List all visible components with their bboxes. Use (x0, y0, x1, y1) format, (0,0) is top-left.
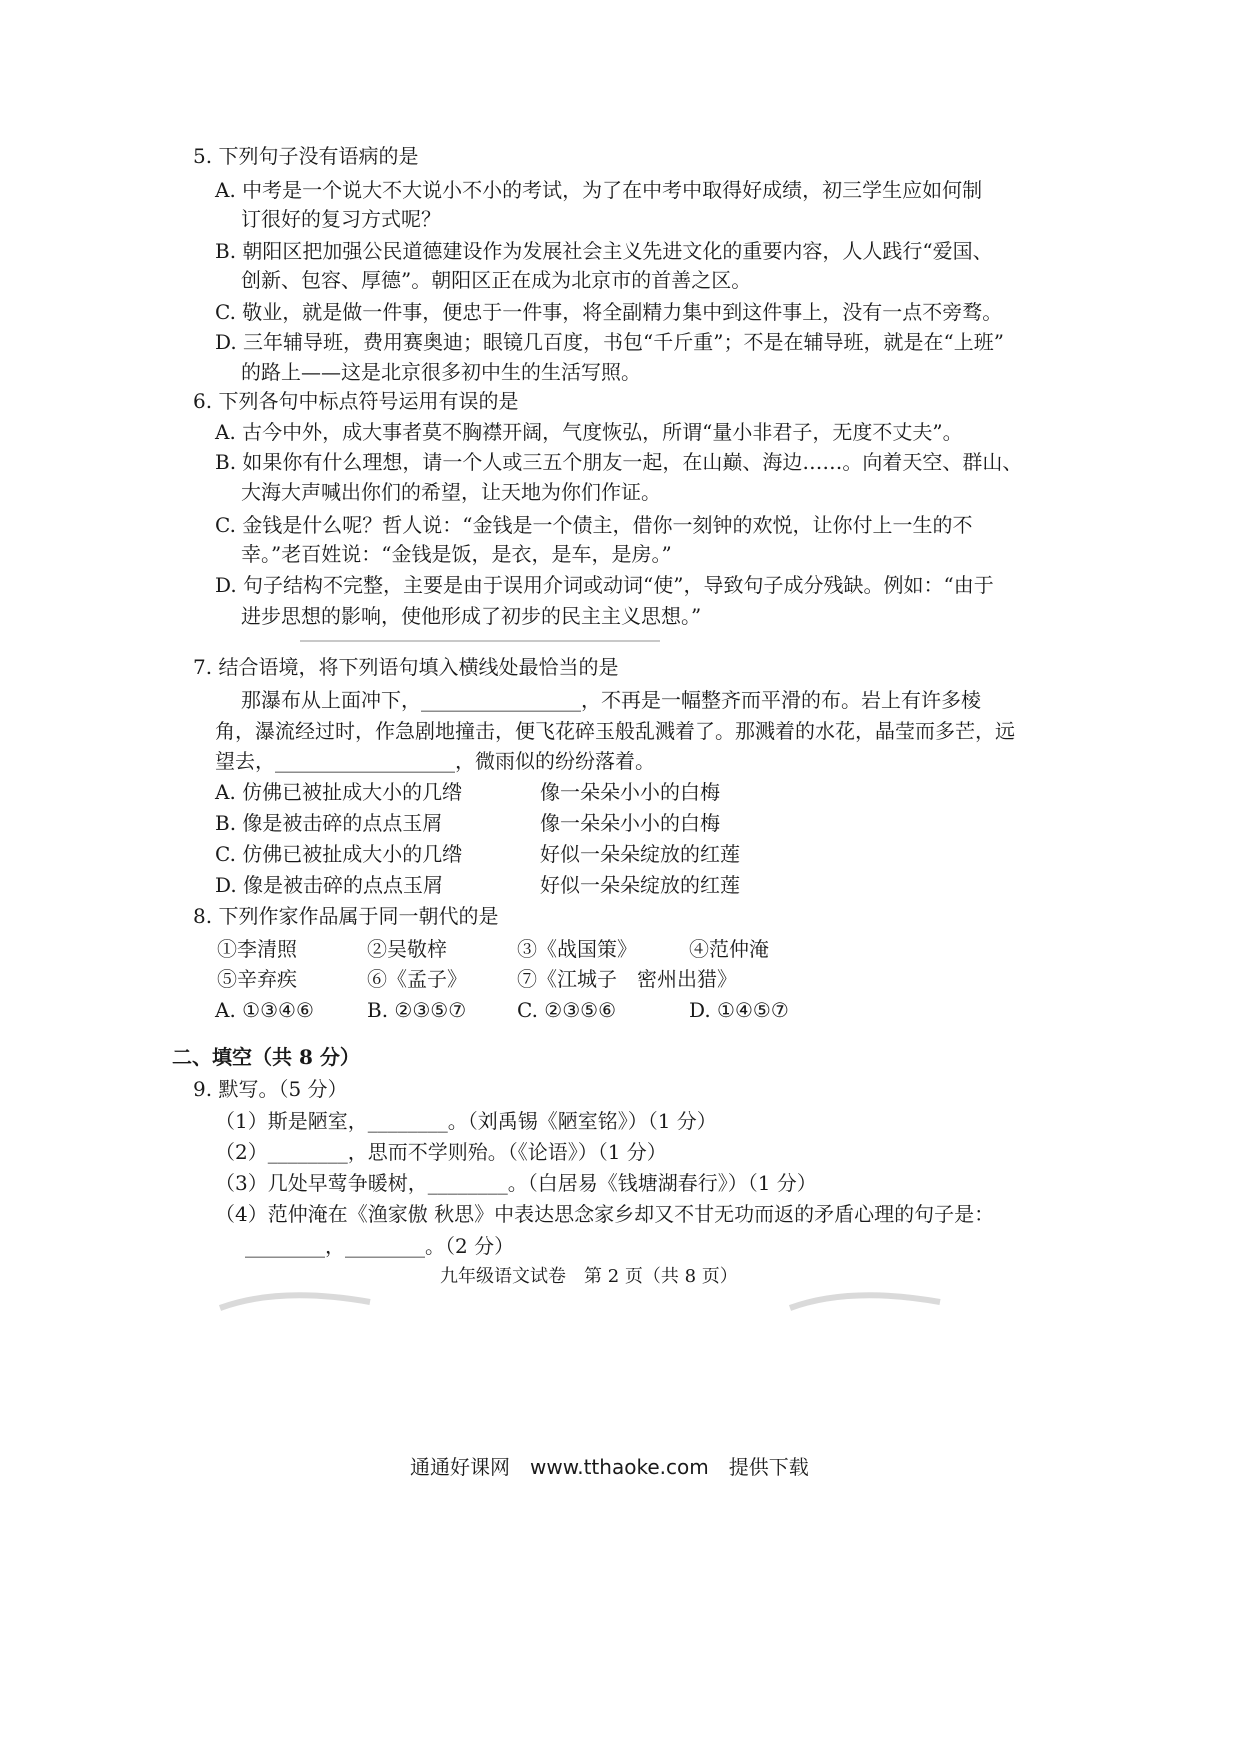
q9-line-5: ________，________。（2 分） (245, 1234, 515, 1258)
q5-option-a-line1: A. 中考是一个说大不大说小不小的考试，为了在中考中取得好成绩，初三学生应如何制 (215, 178, 983, 202)
q7-option-a-left: A. 仿佛已被扯成大小的几绺 (215, 780, 463, 804)
q6-option-b-line2: 大海大声喊出你们的希望，让天地为你们作证。 (241, 480, 661, 504)
q8-item-7: ⑦《江城子 密州出猎》 (517, 967, 737, 991)
q5-option-d-line2: 的路上——这是北京很多初中生的生活写照。 (241, 360, 641, 384)
q8-stem: 8. 下列作家作品属于同一朝代的是 (193, 904, 499, 928)
q8-answer-c: C. ②③⑤⑥ (517, 998, 617, 1022)
q7-option-b-left: B. 像是被击碎的点点玉屑 (215, 811, 443, 835)
q8-item-5: ⑤辛弃疾 (217, 967, 297, 991)
section-2-title: 二、填空（共 8 分） (172, 1045, 360, 1069)
q6-option-c-line2: 幸。”老百姓说：“金钱是饭，是衣，是车，是房。” (241, 542, 672, 566)
q8-answer-b: B. ②③⑤⑦ (367, 998, 467, 1022)
q7-option-d-left: D. 像是被击碎的点点玉屑 (215, 873, 444, 897)
watermark-stroke-right (790, 1295, 940, 1308)
q7-passage-line2: 角，瀑流经过时，作急剧地撞击，便飞花碎玉般乱溅着了。那溅着的水花，晶莹而多芒，远 (215, 719, 1015, 743)
q7-stem: 7. 结合语境，将下列语句填入横线处最恰当的是 (193, 655, 619, 679)
q6-stem: 6. 下列各句中标点符号运用有误的是 (193, 389, 519, 413)
q5-option-d-line1: D. 三年辅导班，费用赛奥迪；眼镜几百度，书包“千斤重”；不是在辅导班，就是在“上班” (215, 330, 1004, 354)
q8-item-6: ⑥《孟子》 (367, 967, 467, 991)
q9-line-4: （4）范仲淹在《渔家傲 秋思》中表达思念家乡却又不甘无功而返的矛盾心理的句子是： (215, 1202, 995, 1226)
q8-item-1: ①李清照 (217, 937, 297, 961)
q7-option-c-left: C. 仿佛已被扯成大小的几绺 (215, 842, 463, 866)
q5-option-b-line1: B. 朝阳区把加强公民道德建设作为发展社会主义先进文化的重要内容，人人践行“爱国、 (215, 239, 993, 263)
page-footer: 九年级语文试卷 第 2 页（共 8 页） (440, 1266, 738, 1287)
q7-option-c-right: 好似一朵朵绽放的红莲 (540, 842, 740, 866)
download-source-text: 通通好课网 www.tthaoke.com 提供下载 (410, 1455, 809, 1479)
q9-line-3: （3）几处早莺争暖树，________。（白居易《钱塘湖春行》）（1 分） (215, 1171, 817, 1195)
q6-option-d-line2: 进步思想的影响，使他形成了初步的民主主义思想。” (241, 604, 702, 628)
watermark-stroke-left (220, 1295, 370, 1308)
q8-item-3: ③《战国策》 (517, 937, 637, 961)
q6-option-b-line1: B. 如果你有什么理想，请一个人或三五个朋友一起，在山巅、海边……。向着天空、群山、 (215, 450, 1023, 474)
q8-answer-d: D. ①④⑤⑦ (689, 998, 789, 1022)
q5-option-c: C. 敬业，就是做一件事，便忠于一件事，将全副精力集中到这件事上，没有一点不旁骛。 (215, 300, 1003, 324)
q6-option-c-line1: C. 金钱是什么呢？哲人说：“金钱是一个债主，借你一刻钟的欢悦，让你付上一生的不 (215, 513, 973, 537)
q7-option-b-right: 像一朵朵小小的白梅 (540, 811, 720, 835)
q7-option-d-right: 好似一朵朵绽放的红莲 (540, 873, 740, 897)
q7-passage-line1: 那瀑布从上面冲下，________________，不再是一幅整齐而平滑的布。岩上有许多棱 (241, 688, 981, 712)
q9-line-1: （1）斯是陋室，________。（刘禹锡《陋室铭》）（1 分） (215, 1109, 717, 1133)
q6-option-a: A. 古今中外，成大事者莫不胸襟开阔，气度恢弘，所谓“量小非君子，无度不丈夫”。 (215, 420, 963, 444)
q8-item-4: ④范仲淹 (689, 937, 769, 961)
q8-answer-a: A. ①③④⑥ (215, 998, 314, 1022)
q9-stem: 9. 默写。（5 分） (193, 1077, 348, 1101)
q5-stem: 5. 下列句子没有语病的是 (193, 144, 419, 168)
q6-option-d-line1: D. 句子结构不完整，主要是由于误用介词或动词“使”，导致句子成分残缺。例如：“由于 (215, 573, 994, 597)
q7-passage-line3: 望去，__________________，微雨似的纷纷落着。 (215, 749, 655, 773)
q9-line-2: （2）________，思而不学则殆。（《论语》）（1 分） (215, 1140, 667, 1164)
q5-option-a-line2: 订很好的复习方式呢？ (241, 207, 441, 231)
q8-item-2: ②吴敬梓 (367, 937, 447, 961)
q7-option-a-right: 像一朵朵小小的白梅 (540, 780, 720, 804)
q5-option-b-line2: 创新、包容、厚德”。朝阳区正在成为北京市的首善之区。 (241, 268, 752, 292)
